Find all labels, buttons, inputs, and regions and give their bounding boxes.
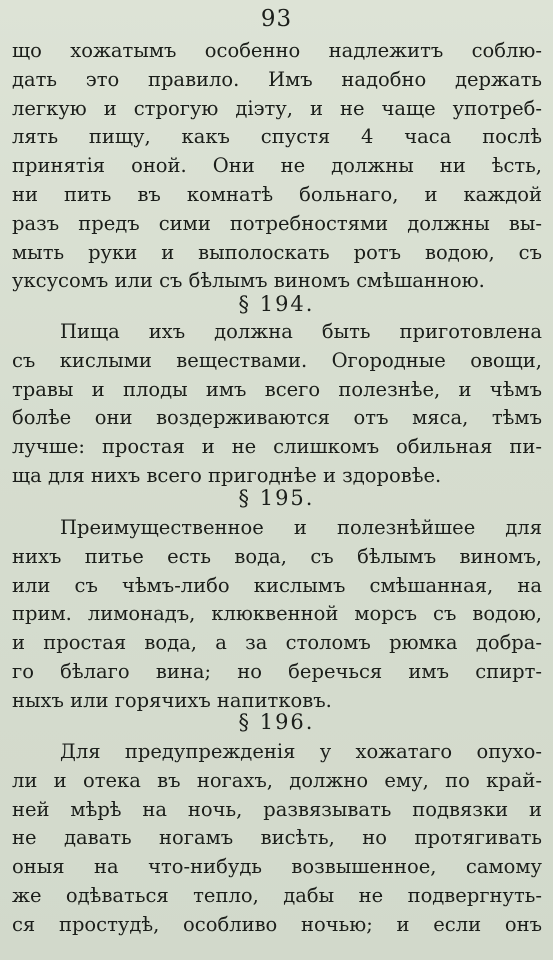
- section-195-paragraph: [12, 514, 542, 716]
- text-line: дать это правило. Имъ надобно держать: [12, 67, 542, 91]
- text-line: и простая вода, а за столомъ рюмка добра-: [12, 631, 542, 655]
- text-line: не давать ногамъ висѣть, но протягивать: [12, 826, 542, 850]
- text-line: мыть руки и выполоскать ротъ водою, съ: [12, 240, 542, 264]
- text-line: же одѣваться тепло, дабы не подвергнуть-: [12, 883, 542, 907]
- text-line: ныхъ или горячихъ напитковъ.: [12, 688, 332, 712]
- text-line: Преимущественное и полезнѣйшее для: [60, 516, 542, 539]
- text-line: Пища ихъ должна быть приготовлена: [60, 320, 542, 343]
- text-line: ся простудѣ, особливо ночью; и если онъ: [12, 912, 542, 936]
- text-line: Для предупрежденія у хожатаго опухо-: [60, 740, 542, 763]
- section-heading-195: § 195.: [238, 486, 315, 510]
- text-line: нихъ питье есть вода, съ бѣлымъ виномъ,: [12, 544, 542, 568]
- text-line: травы и плоды имъ всего полезнѣе, и чѣмъ: [12, 377, 542, 401]
- text-line: или съ чѣмъ-либо кислымъ смѣшанная, на: [12, 573, 542, 597]
- section-heading-194: § 194.: [238, 292, 315, 316]
- section-194-paragraph: [12, 318, 542, 491]
- text-line: ща для нихъ всего пригоднѣе и здоровѣе.: [12, 463, 442, 487]
- section-196-paragraph: [12, 738, 542, 940]
- text-line: лять пищу, какъ спустя 4 часа послѣ: [12, 125, 542, 149]
- text-line: легкую и строгую діэту, и не чаще употреб-: [12, 96, 542, 120]
- text-line: го бѣлаго вина; но беречься имъ спирт-: [12, 659, 542, 683]
- page-number: 93: [260, 6, 293, 32]
- section-heading-196: § 196.: [238, 710, 315, 734]
- text-line: болѣе они воздерживаются отъ мяса, тѣмъ: [12, 406, 542, 430]
- paragraph-continuation: [12, 37, 542, 296]
- text-line: уксусомъ или съ бѣлымъ виномъ смѣшанною.: [12, 269, 485, 293]
- text-line: прим. лимонадъ, клюквенной морсъ съ водою,: [12, 602, 542, 626]
- text-line: оныя на что-нибудь возвышенное, самому: [12, 855, 542, 879]
- text-line: ни пить въ комнатѣ больнаго, и каждой: [12, 182, 542, 206]
- text-line: принятія оной. Они не должны ни ѣсть,: [12, 154, 542, 178]
- text-line: ли и отека въ ногахъ, должно ему, по край-: [12, 768, 542, 792]
- text-line: разъ предъ сими потребностями должны вы-: [12, 211, 542, 235]
- text-line: що хожатымъ особенно надлежитъ соблю-: [12, 39, 542, 62]
- text-line: ней мѣрѣ на ночь, развязывать подвязки и: [12, 797, 542, 821]
- text-line: лучше: простая и не слишкомъ обильная пи-: [12, 435, 542, 459]
- text-line: съ кислыми веществами. Огородные овощи,: [12, 348, 542, 372]
